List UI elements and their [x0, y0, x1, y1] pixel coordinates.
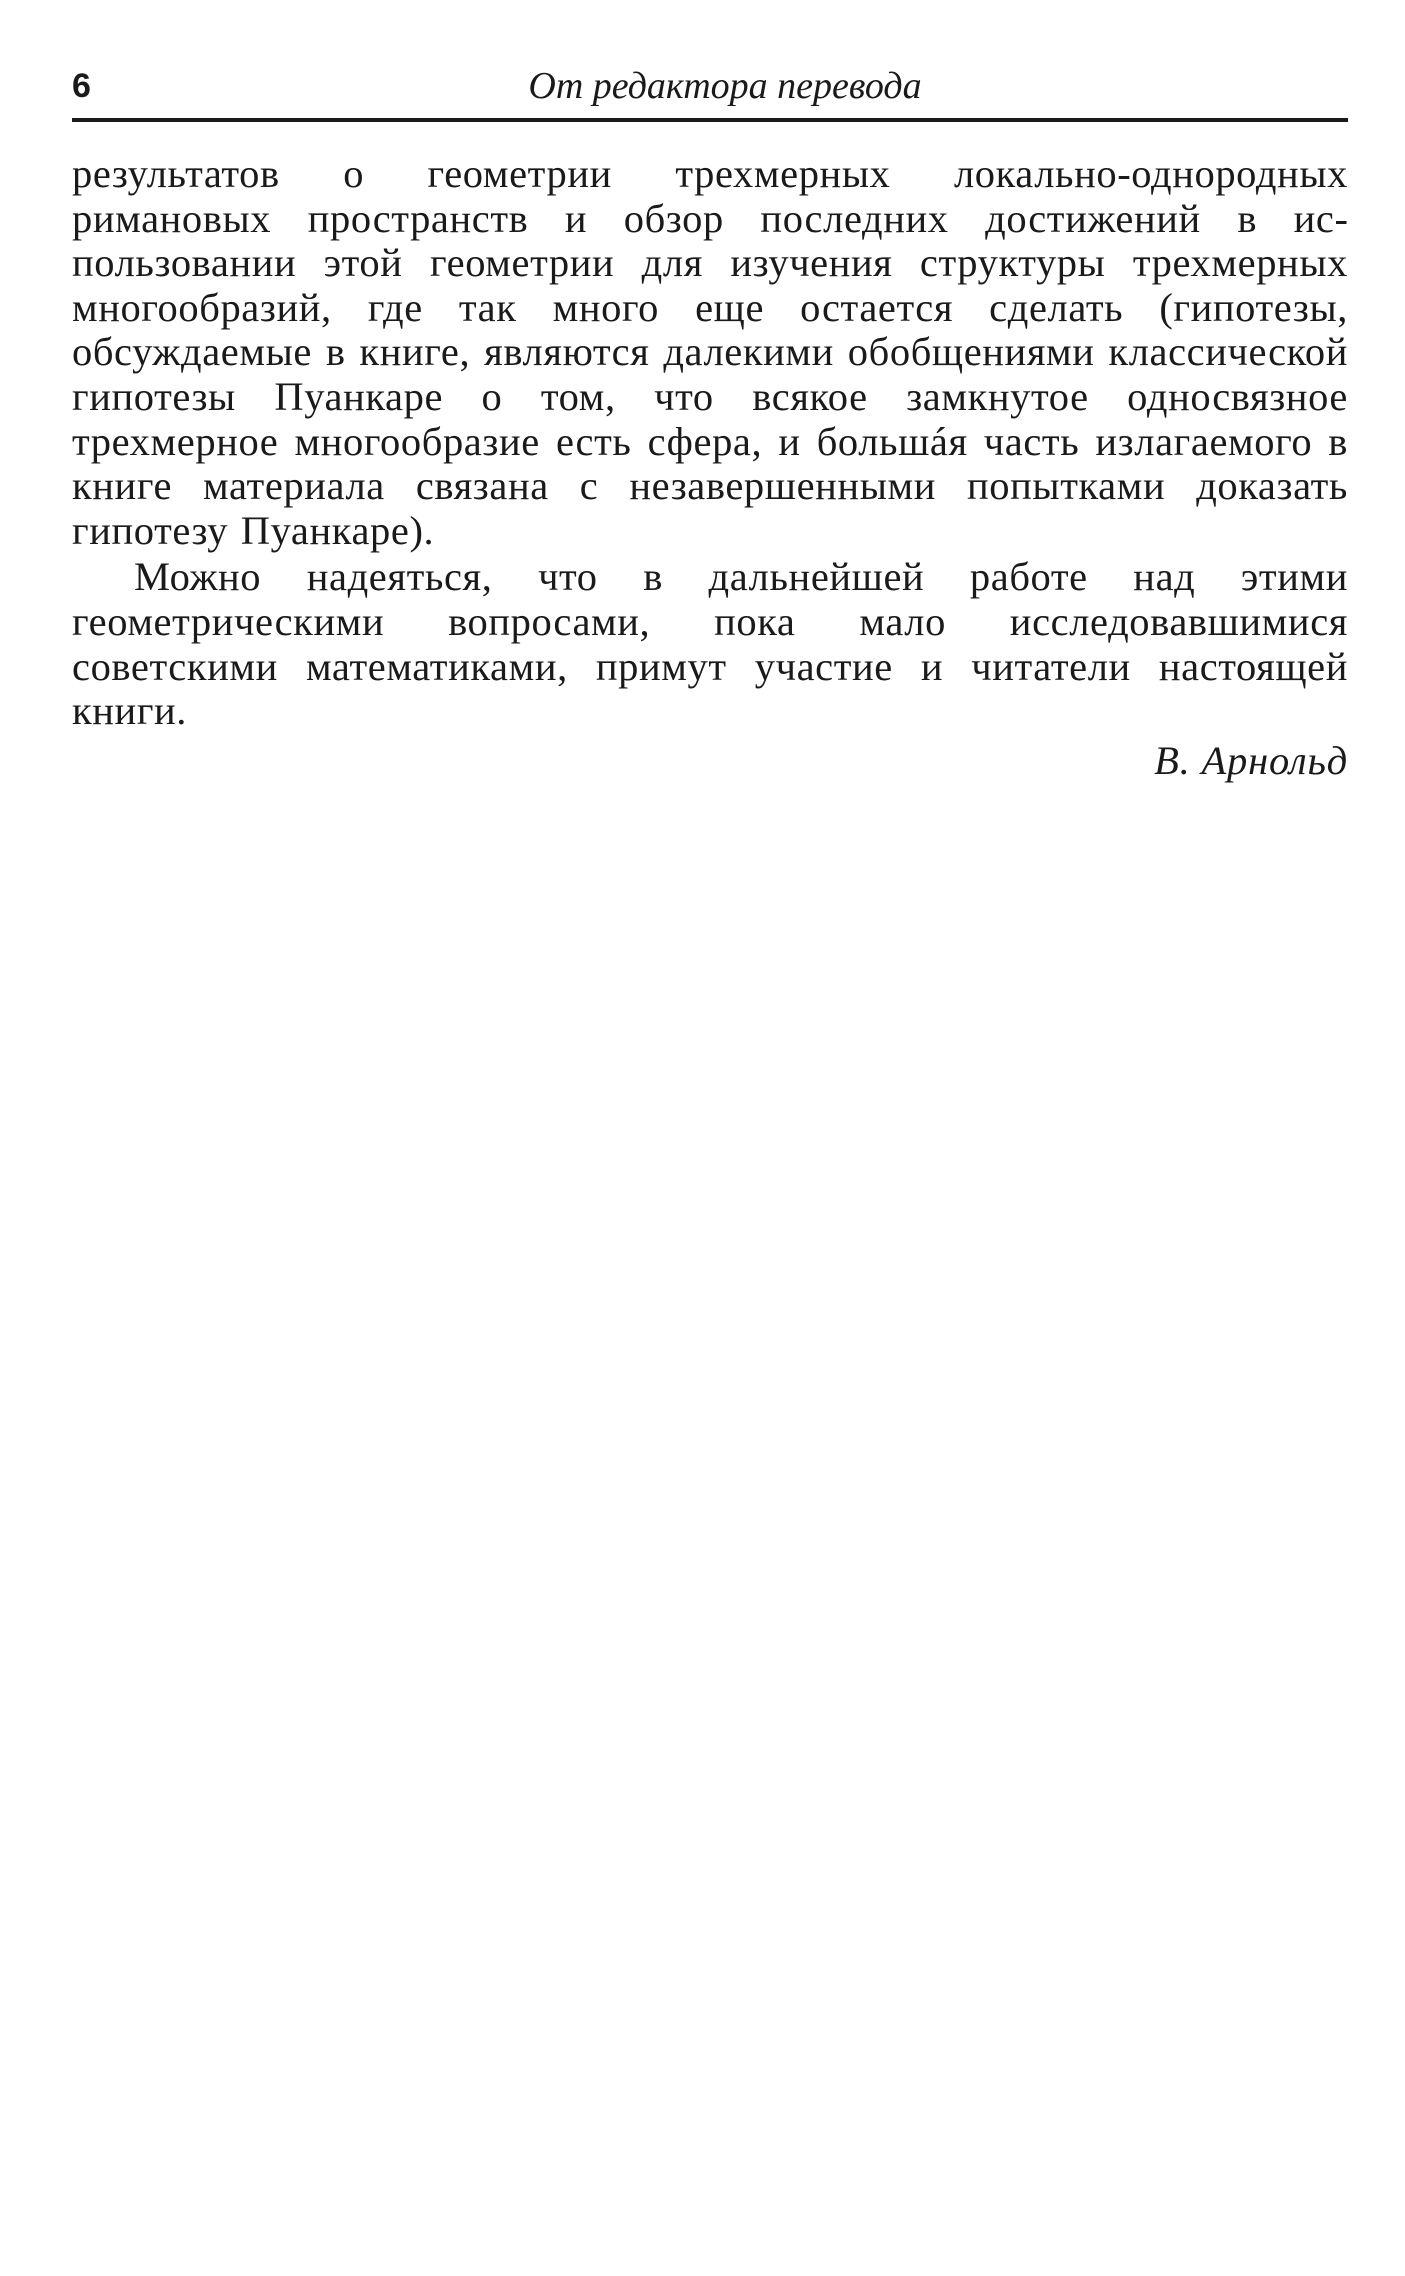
body-text — [72, 152, 1348, 734]
author-signature: В. Арнольд — [1154, 737, 1348, 783]
running-title: От редактора перевода — [528, 65, 922, 107]
paragraph-2: Можно надеяться, что в дальнейшей работе над этими геометрическими вопросами, пока мало исследовавшимися советскими математиками, примут участие и читатели настоящей книги. — [72, 554, 1348, 734]
page-number: 6 — [72, 67, 91, 105]
book-page — [72, 60, 1348, 784]
running-header — [72, 60, 1348, 122]
paragraph-1: результатов о геометрии трехмерных локально-однородных римановых пространств и обзор последних достижений в использовании этой геометрии для изучения структуры трехмерных многообразий, где так много еще остается сделать (гипотезы, обсуждаемые в книге, являются далекими обобщениями классической гипотезы Пуанкаре о том, что всякое замкнутое односвязное трехмерное многообразие есть сфера, и большáя часть излагаемого в книге материала связана с незавершенными попытками доказать гипотезу Пуанкаре). — [72, 151, 1348, 553]
